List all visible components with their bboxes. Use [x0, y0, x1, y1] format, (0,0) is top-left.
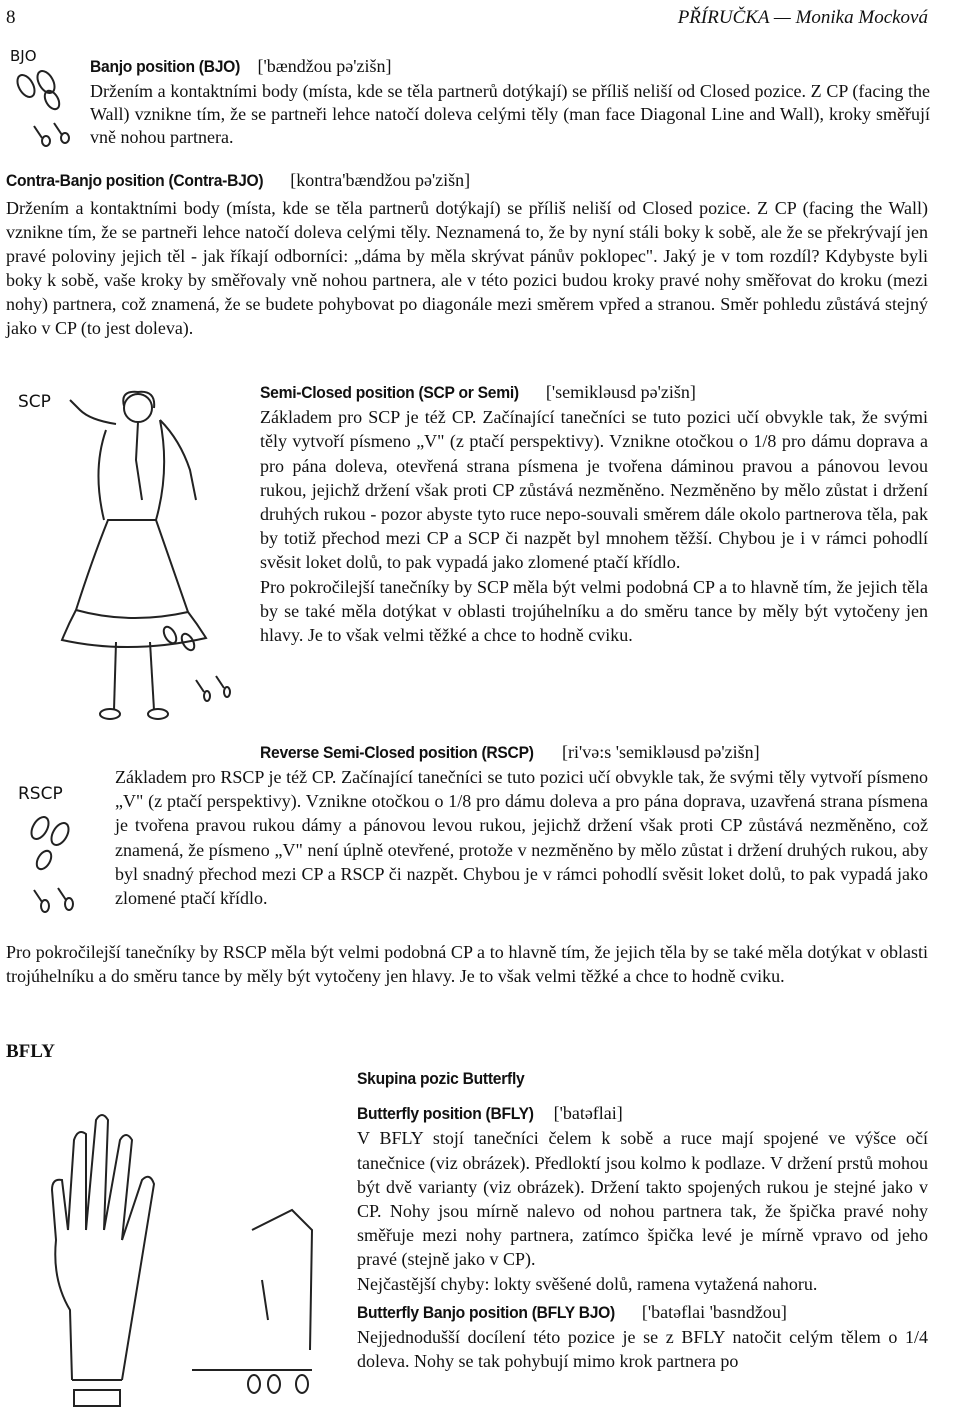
contra-bjo-pronunciation: [kontra'bændžou pə'zišn] — [285, 170, 471, 190]
rscp-heading: Reverse Semi-Closed position (RSCP) — [260, 743, 534, 762]
bjo-text: Držením a kontaktními body (místa, kde se těla partnerů dotýkají) se příliš neliší od Closed pozice. Z CP (facing the Wall) vznikne tím, že se partneři lehce natočí doleva celými těly (man face Diagonal Line and Wall), kroky směřují vně nohou partnera. — [90, 81, 930, 147]
bfly-text-2: Nejčastější chyby: lokty svěšené dolů, ramena vytažená nahoru. — [357, 1273, 818, 1294]
rscp-tag: RSCP — [18, 784, 63, 804]
rscp-pronunciation: [ri'və:s 'semikləusd pə'zišn] — [557, 742, 760, 762]
rscp-text-advanced: Pro pokročilejší tanečníky by RSCP měla být velmi podobná CP a to hlavně tím, že jejich těla by se také měla dotýkat v oblasti trojúhelníku a do směru tance by měly být vytočeny jen hlavy. Je to však velmi těžké a chce to hodně cviku. — [6, 942, 928, 987]
bfly-banjo-pronunciation: ['batəflai 'basndžou] — [637, 1301, 787, 1322]
bfly-text-1: V BFLY stojí tanečníci čelem k sobě a ruce mají spojené ve výšce očí tanečnice (viz obrázek). Předloktí jsou kolmo k podlaze. V držení prstů mohou být dvě varianty (viz obrázek). Držení takto spojených rukou je stejné jako v CP. Nohy jsou mírně nalevo od nohou partnera tak, že špička pravé nohy směřuje mezi nohy partnera, zatímco špička levé je mírně vpravo od jeho pravé (stejně jako v CP). — [357, 1128, 928, 1270]
bfly-group-heading: Skupina pozic Butterfly — [357, 1069, 525, 1088]
bjo-footprints-illustration — [12, 68, 82, 148]
bfly-banjo-heading: Butterfly Banjo position (BFLY BJO) — [357, 1302, 615, 1322]
running-title: PŘÍRUČKA — Monika Mocková — [677, 7, 928, 28]
bjo-heading: Banjo position (BJO) — [90, 57, 241, 76]
bfly-hands-illustration — [12, 1080, 342, 1410]
bfly-banjo-text: Nejjednodušší docílení této pozice je se z BFLY natočit celým tělem o 1/4 doleva. Nohy se tak pohybují mimo krok partnera po — [357, 1327, 928, 1372]
rscp-text: Základem pro RSCP je též CP. Začínající tanečníci se tuto pozici učí obvykle tak, že svými těly vytvoří písmeno „V" (z ptačí perspektivy). Vznikne otočkou o 1/8 pro dámu doleva a pro pána doprava, uzavřená strana písmena je tvořena pravou rukou dámy a pánovou levou rukou, jejichž držení však proti CP zůstává nezměněno, což znamená, že písmeno „V" není úplně otevřené, protože v nezměněno by mělo zůstat i držení druhých rukou, aby byl snadný přechod mezi CP a RSCP či nazpět. Chybou je v rámci pohodlí svěsit loket dolů, to pak vypadá jako zlomené ptačí křídlo. — [115, 767, 928, 909]
scp-text-2: Pro pokročilejší tanečníky by SCP měla být velmi podobná CP a to hlavně tím, že jejich těla by se také měla dotýkat v oblasti trojúhelníku a do směru tance by měly být vytočeny jen hlavy. Je to však velmi těžké a chce to hodně cviku. — [260, 576, 928, 646]
bjo-pronunciation: ['bændžou pə'zišn] — [253, 56, 392, 76]
bfly-heading: Butterfly position (BFLY) — [357, 1104, 534, 1124]
page-number: 8 — [6, 7, 16, 28]
contra-bjo-text: Držením a kontaktními body (místa, kde se těla partnerů dotýkají) se příliš neliší od Closed pozice. Z CP (facing the Wall) vznikne tím, že se partneři lehce natočí doleva celými těly. Neznamená to, že by nyní stáli boky k sobě, ale že se překrývají jen pravé poloviny jejich těl - jak říkají odborníci: „dáma by měla skrývat pánův poklopec". Jaký je v tom rozdíl? Kdybyste byli boky k sobě, vaše kroky by směřovaly vně nohou partnera, ale v této pozici budou kroky pravé nohy směřovat do kroku (mezi nohy) partnera, což znamená, že se budete pohybovat po diagonále mezi směrem vpřed a stranou. Směr pohledu zůstává stejný jako v CP (to jest doleva). — [6, 198, 928, 338]
scp-text-1: Základem pro SCP je též CP. Začínající tanečníci se tuto pozici učí obvykle tak, že svými těly vytvoří písmeno „V" (z ptačí perspektivy). Vznikne otočkou o 1/8 pro dámu doprava a pro pána doleva, otevřená strana písmena je tvořena dáminou pravou a pánovou levou rukou, jejichž držení však proti CP zůstává nezměněno. Nezměněno by mělo zůstat i držení druhých rukou - pozor abyste tyto ruce nepo-souvali směrem dále okolo partnerova těla, pak by totiž přechod mezi CP a SCP či nazpět byl mnohem těžší. Chybou je i v rámci pohodlí svěsit loket dolů, to pak vypadá jako zlomené ptačí křídlo. — [260, 407, 928, 573]
bfly-tag: BFLY — [6, 1041, 55, 1062]
scp-pronunciation: ['semikləusd pə'zišn] — [541, 382, 696, 402]
bfly-pronunciation: ['batəflai] — [549, 1103, 623, 1124]
rscp-footprints-illustration — [18, 808, 88, 920]
scp-tag: SCP — [18, 392, 51, 412]
scp-dancing-couple-illustration — [20, 380, 255, 740]
bjo-tag: BJO — [10, 47, 37, 65]
contra-bjo-heading: Contra-Banjo position (Contra-BJO) — [6, 171, 264, 190]
scp-heading: Semi-Closed position (SCP or Semi) — [260, 383, 519, 402]
